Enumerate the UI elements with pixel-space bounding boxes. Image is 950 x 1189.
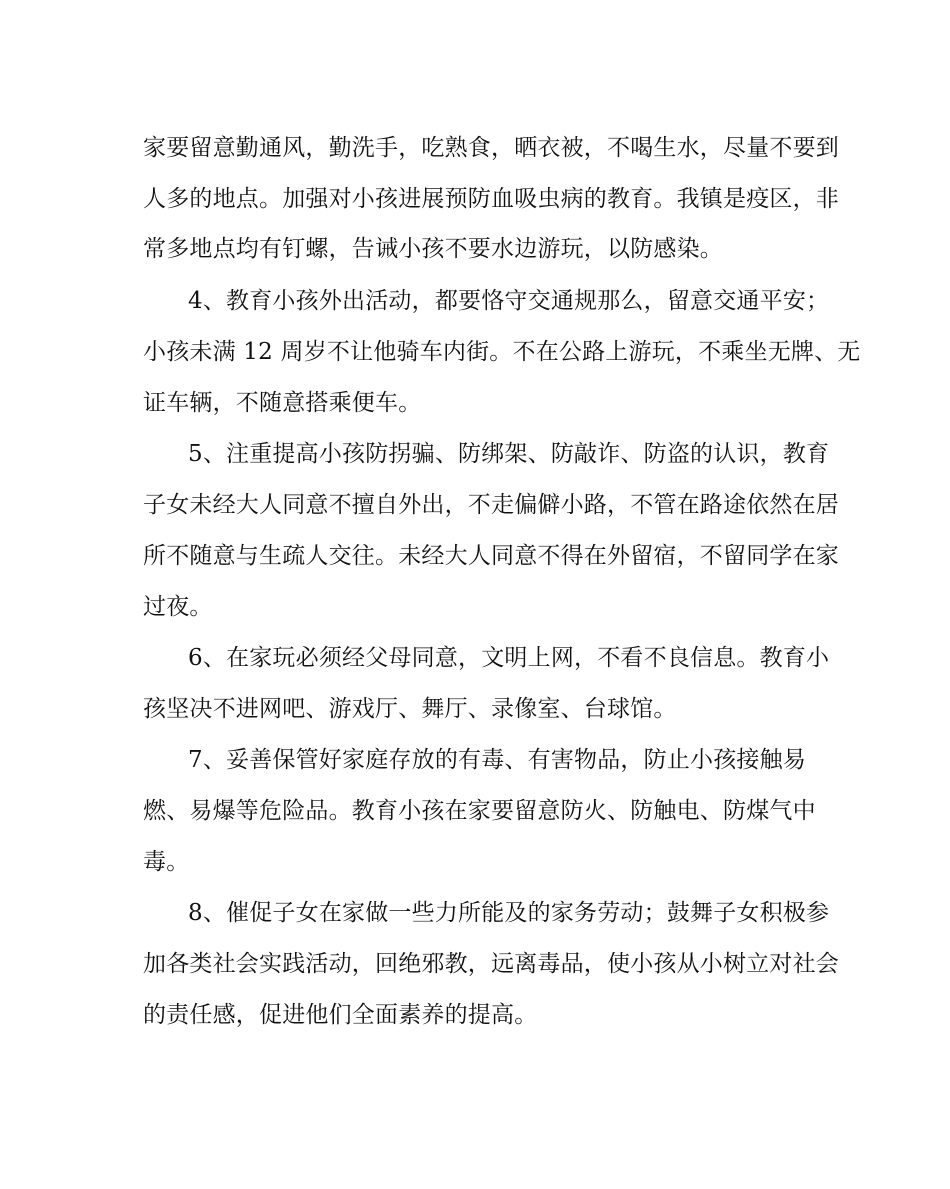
text-line: 所不随意与生疏人交往。未经大人同意不得在外留宿，不留同学在家 [143, 543, 839, 569]
text-line: 孩坚决不进网吧、游戏厅、舞厅、录像室、台球馆。 [143, 696, 677, 722]
text-line: 证车辆，不随意搭乘便车。 [143, 390, 422, 416]
text-line: 4、教育小孩外出活动，都要恪守交通规那么，留意交通平安； [188, 288, 830, 314]
text-line: 8、催促子女在家做一些力所能及的家务劳动；鼓舞子女积极参 [188, 900, 830, 926]
text-line: 家要留意勤通风，勤洗手，吃熟食，晒衣被，不喝生水，尽量不要到 [143, 135, 839, 161]
text-line: 常多地点均有钉螺，告诫小孩不要水边游玩，以防感染。 [143, 236, 723, 262]
text-line: 6、在家玩必须经父母同意，文明上网，不看不良信息。教育小 [188, 645, 830, 671]
text-line: 人多的地点。加强对小孩进展预防血吸虫病的教育。我镇是疫区，非 [143, 186, 839, 212]
text-line: 子女未经大人同意不擅自外出，不走偏僻小路，不管在路途依然在居 [143, 492, 839, 518]
text-line: 毒。 [143, 849, 190, 875]
text-line: 5、注重提高小孩防拐骗、防绑架、防敲诈、防盗的认识，教育 [188, 441, 830, 467]
text-line: 的责任感，促进他们全面素养的提高。 [143, 1002, 538, 1028]
text-line: 过夜。 [143, 594, 213, 620]
text-line: 小孩未满 12 周岁不让他骑车内街。不在公路上游玩，不乘坐无牌、无 [143, 339, 861, 365]
text-line: 加各类社会实践活动，回绝邪教，远离毒品，使小孩从小树立对社会 [143, 951, 839, 977]
text-line: 7、妥善保管好家庭存放的有毒、有害物品，防止小孩接触易 [188, 747, 807, 773]
text-line: 燃、易爆等危险品。教育小孩在家要留意防火、防触电、防煤气中 [143, 798, 816, 824]
